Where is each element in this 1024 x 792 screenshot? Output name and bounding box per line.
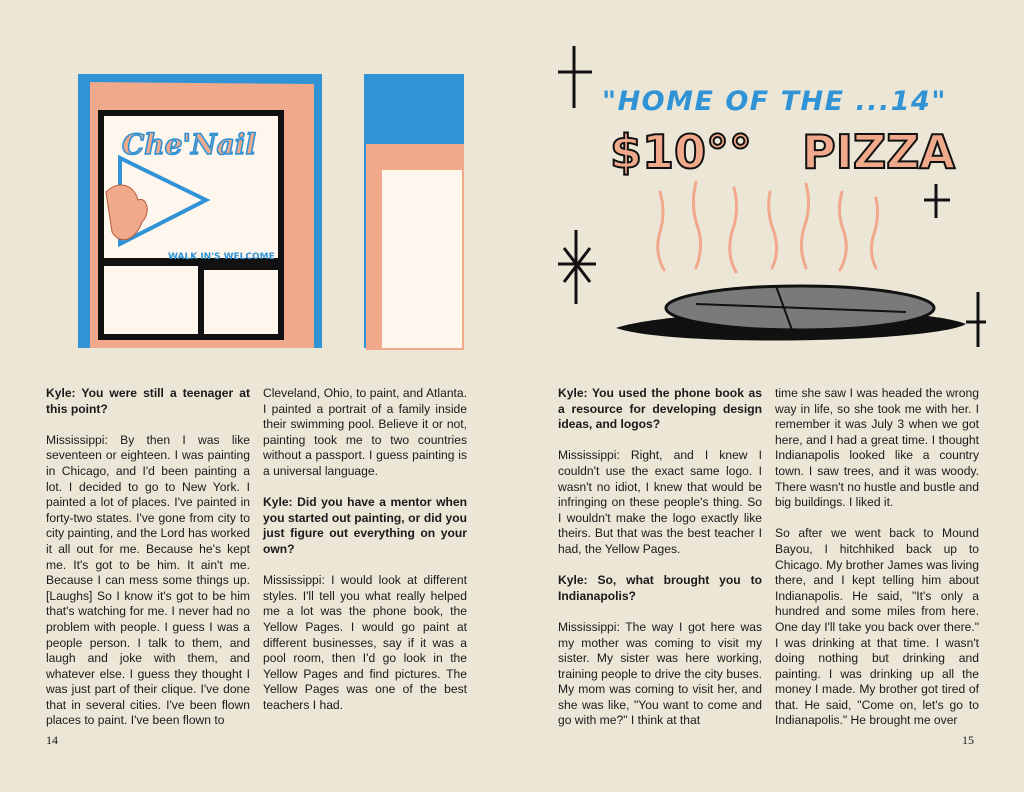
left-column-2 — [263, 386, 467, 713]
answer-text: Mississippi: I would look at different styles. I'll tell you what really helped me a lot was the phone book, the Yellow Pages. I would go paint at different businesses, say if it was a pool room, then I'd go look in the Yellow Pages and find pictures. The Yellow Pages was one of the best teachers I had. — [263, 573, 467, 712]
pizza-icon — [616, 286, 966, 340]
question-text: Kyle: Did you have a mentor when you started out painting, or did you just figure out everything on your own? — [263, 495, 467, 556]
right-column-1 — [558, 386, 762, 729]
right-column-2 — [775, 386, 979, 729]
page-number: 15 — [962, 733, 974, 747]
answer-text: Mississippi: Right, and I knew I couldn't use the exact same logo. I wasn't no idiot, I knew that would be infringing on these people's thing. So I wouldn't make the logo exactly like theirs. But that was the best teacher I had, the Yellow Pages. — [558, 448, 762, 556]
pizza-sign-line1: "HOME OF THE ...14" — [602, 86, 947, 117]
nail-salon-sign-illustration — [76, 72, 466, 350]
answer-text: So after we went back to Mound Bayou, I hitchhiked back up to Chicago. My brother James was living there, and I kept telling him about Indianapolis. He said, "It's only a hundred and some miles from here. One day I'll take you back over there." I was drinking at that time. I wasn't doing nothing but drinking and painting. I was drinking up all the money I made. My brother got tired of that. He said, "Come on, let's go to Indianapolis." He brought me over — [775, 526, 979, 728]
sign-tagline-text: WALK IN'S WELCOME — [168, 252, 275, 262]
answer-text: Mississippi: The way I got here was my mother was coming to visit my sister. My sister was here working, training people to drive the city buses. My mom was coming to visit her, and she was like, "You want to come and go with me?" I think at that — [558, 619, 762, 728]
question-text: Kyle: You were still a teenager at this point? — [46, 386, 250, 416]
sign-name-text: Che'Nail — [122, 128, 257, 161]
question-text: Kyle: So, what brought you to Indianapolis? — [558, 573, 762, 603]
answer-text: Cleveland, Ohio, to paint, and Atlanta. I painted a portrait of a family inside their swimming pool. Believe it or not, painting took me to two countries without a passport. I guess painting is a universal language. — [263, 386, 467, 478]
answer-text: Mississippi: By then I was like seventeen or eighteen. I was painting in Chicago, and I'd been painting a lot. I decided to go to New York. I painted a lot of places. I've painted in forty-two states. I've gone from city to city painting, and the Lord has worked it all out for me. Because he's kept me. It's got to be him. It ain't me. Because I can mess some things up. [Laughs] So I know it's got to be him that's watching for me. I never had no problem with people. I guess I was a people person. I talk to them, and laugh and joke with them, and whatever else. I guess they thought I was just part of their clique. I've done that in several cities. I've been flown places to paint. I've been flown to — [46, 432, 250, 728]
right-page — [512, 0, 1024, 792]
pizza-sign-word: PIZZA — [802, 125, 956, 179]
answer-text: time she saw I was headed the wrong way in life, so she took me with her. I remember it was July 3 when we got here, and I had a great time. I thought Indianapolis looked like a country town. I saw trees, and it was woody. There wasn't no hustle and bustle and big buildings. I liked it. — [775, 386, 980, 510]
pizza-sign-illustration — [556, 42, 986, 352]
question-text: Kyle: You used the phone book as a resource for developing design ideas, and logos? — [558, 386, 762, 432]
pizza-sign-price: $10°° — [610, 125, 753, 179]
page-number: 14 — [46, 733, 58, 747]
left-column-1 — [46, 386, 250, 729]
